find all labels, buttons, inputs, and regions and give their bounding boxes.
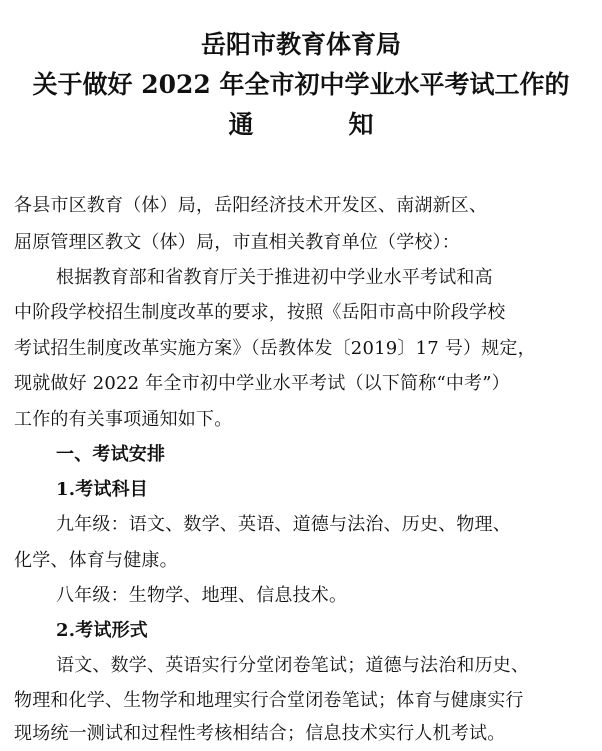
- paragraph-line: 考试招生制度改革实施方案》（岳教体发〔2019〕17 号）规定，: [14, 338, 536, 359]
- paragraph-line: 现就做好 2022 年全市初中学业水平考试（以下简称“中考”）: [14, 373, 510, 394]
- paragraph-line: 九年级：语文、数学、英语、道德与法治、历史、物理、: [56, 514, 511, 535]
- paragraph-line: 现场统一测试和过程性考核相结合；信息技术实行人机考试。: [14, 723, 506, 744]
- document-title-line-1: 岳阳市教育体育局: [200, 30, 401, 59]
- title-char-tong: 通: [228, 110, 254, 139]
- paragraph-line: 八年级：生物学、地理、信息技术。: [56, 585, 348, 606]
- title-char-zhi: 知: [348, 110, 374, 139]
- paragraph-line: 中阶段学校招生制度改革的要求，按照《岳阳市高中阶段学校: [14, 302, 506, 323]
- subsection-heading: 2.考试形式: [56, 620, 148, 641]
- paragraph-line: 工作的有关事项通知如下。: [14, 409, 233, 430]
- paragraph-line: 化学、体育与健康。: [14, 550, 178, 571]
- paragraph-line: 语文、数学、英语实行分堂闭卷笔试；道德与法治和历史、: [56, 655, 530, 676]
- document-title-line-2: 关于做好 2022 年全市初中学业水平考试工作的: [32, 70, 570, 99]
- document-title-line-3: [0, 110, 602, 140]
- paragraph-line: 物理和化学、生物学和地理实行合堂闭卷笔试；体育与健康实行: [14, 690, 524, 711]
- subsection-heading: 1.考试科目: [56, 479, 148, 500]
- paragraph-line: 根据教育部和省教育厅关于推进初中学业水平考试和高: [56, 267, 493, 288]
- addressee-line-1: 各县市区教育（体）局，岳阳经济技术开发区、南湖新区、: [14, 195, 488, 216]
- addressee-line-2: 屈原管理区教文（体）局，市直相关教育单位（学校）：: [14, 232, 460, 253]
- section-heading: 一、考试安排: [56, 444, 166, 465]
